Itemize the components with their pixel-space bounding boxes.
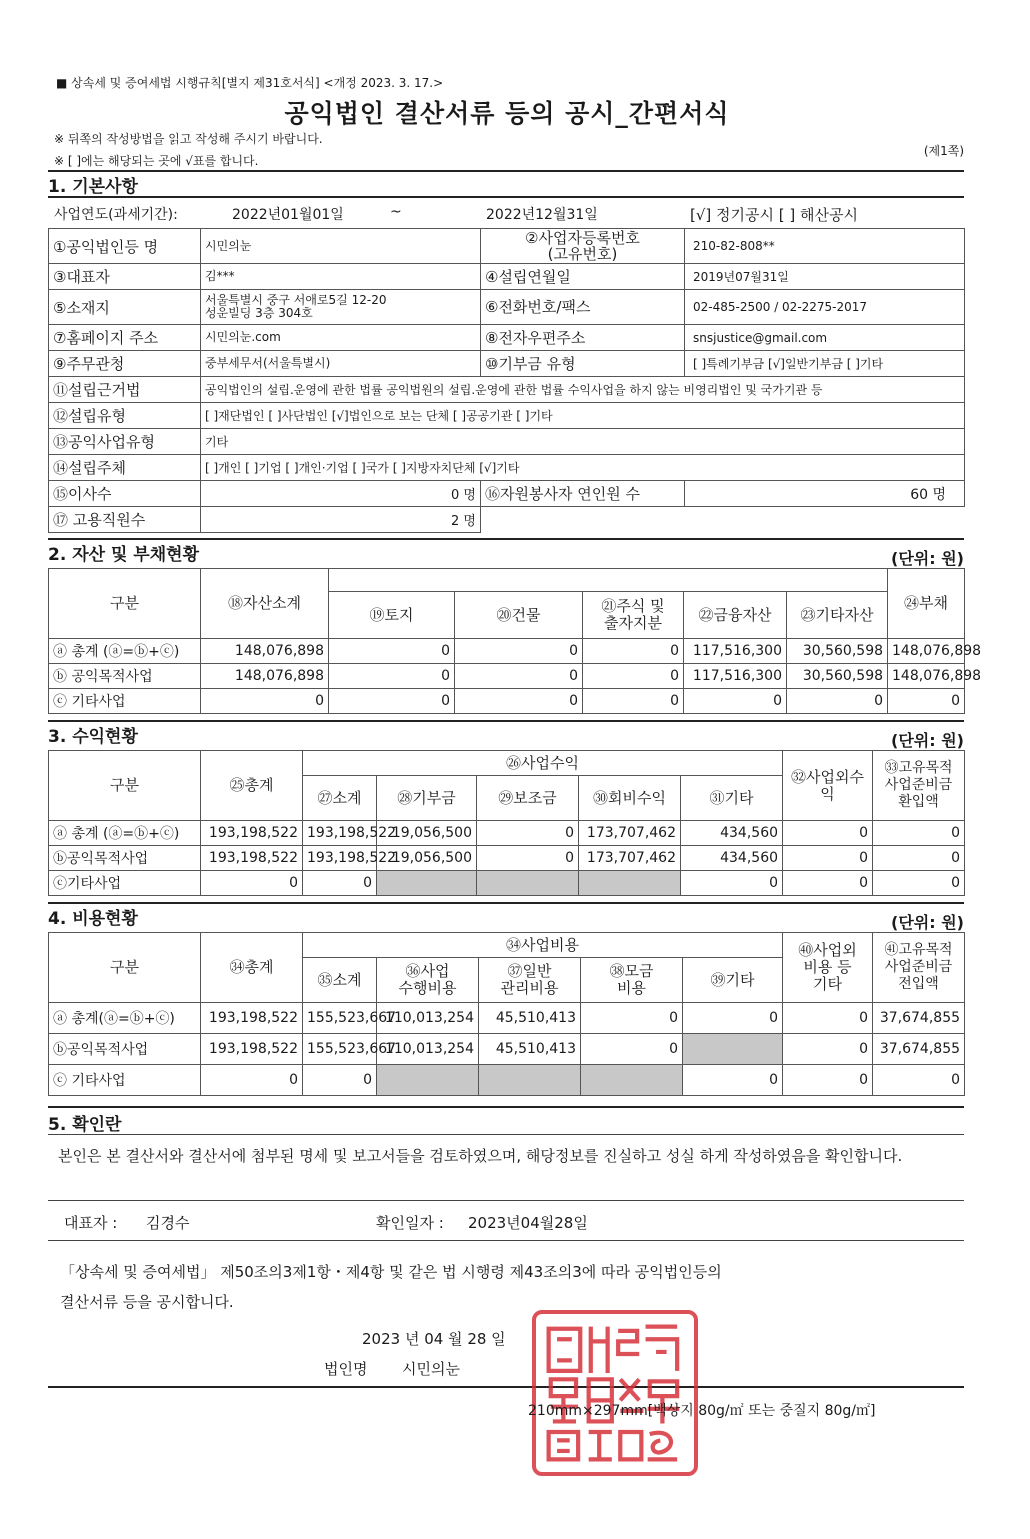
table-cell: 173,707,462 [579, 846, 681, 871]
table-cell: 0 [477, 821, 579, 846]
table-cell: 0 [201, 871, 303, 896]
col-header: ㉞총계 [201, 933, 303, 1003]
table-cell: 37,674,855 [873, 1034, 965, 1065]
table-cell: 30,560,598 [787, 664, 888, 689]
disclosure-type: [√] 정기공시 [ ] 해산공시 [690, 206, 858, 224]
section1-title: 1. 기본사항 [48, 177, 138, 197]
basic-row [49, 351, 965, 377]
basic-label: ⑤소재지 [49, 290, 201, 325]
table-row [49, 821, 965, 846]
col-header: ㊶고유목적 사업준비금 전입액 [873, 933, 965, 1003]
row-label: ⓐ 총계(ⓐ=ⓑ+ⓒ) [49, 1003, 201, 1034]
table-row [49, 639, 965, 664]
table-cell: 0 [783, 846, 873, 871]
table-cell: 117,516,300 [684, 664, 787, 689]
rep-name: 김경수 [146, 1214, 190, 1232]
expense-table [48, 932, 965, 1096]
page-number: (제1쪽) [923, 144, 964, 158]
table-cell: 0 [873, 871, 965, 896]
basic-label: ④설립연월일 [481, 264, 685, 290]
col-header-group: ㉞사업비용 [303, 933, 783, 958]
assets-table [48, 568, 982, 714]
table-cell: 19,056,500 [377, 846, 477, 871]
table-row [49, 871, 965, 896]
basic-label: ⑨주무관청 [49, 351, 201, 377]
table-cell: 0 [783, 1003, 873, 1034]
table-cell: 155,523,667 [303, 1003, 377, 1034]
basic-value: 시민의눈.com [201, 325, 481, 351]
basic-row [49, 325, 965, 351]
period-tilde: ~ [390, 204, 402, 220]
table-cell: 45,510,413 [479, 1003, 581, 1034]
table-cell: 0 [329, 664, 455, 689]
table-cell: 0 [455, 689, 583, 714]
table-cell: 0 [583, 664, 684, 689]
table-cell: 193,198,522 [201, 846, 303, 871]
table-row [49, 1065, 965, 1096]
table-cell: 148,076,898 [201, 664, 329, 689]
table-cell: 0 [683, 1065, 783, 1096]
basis-label: ⑪설립근거법 [49, 377, 201, 403]
type-value: [ ]재단법인 [ ]사단법인 [√]법인으로 보는 단체 [ ]공공기관 [ ]기타 [201, 403, 965, 429]
directors-value: 0 명 [201, 481, 481, 507]
volunteers-label: ⑯자원봉사자 연인원 수 [481, 481, 685, 507]
col-header: ㉛기타 [681, 776, 783, 821]
row-label: ⓐ 총계 (ⓐ=ⓑ+ⓒ) [49, 639, 201, 664]
table-cell: 0 [783, 871, 873, 896]
col-header: ㉟소계 [303, 958, 377, 1003]
table-cell: 19,056,500 [377, 821, 477, 846]
employees-value: 2 명 [201, 507, 481, 533]
table-cell: 193,198,522 [303, 846, 377, 871]
table-cell: 148,076,898 [201, 639, 329, 664]
col-header: ㊱사업 수행비용 [377, 958, 479, 1003]
col-header: ⑱자산소계 [201, 569, 329, 639]
form-title: 공익법인 결산서류 등의 공시_간편서식 [284, 99, 730, 128]
section2-title: 2. 자산 및 부채현황 [48, 545, 199, 565]
table-cell: 0 [581, 1003, 683, 1034]
row-label: ⓒ기타사업 [49, 871, 201, 896]
table-cell: 0 [888, 689, 965, 714]
directors-label: ⑮이사수 [49, 481, 201, 507]
row-label: ⓑ공익목적사업 [49, 846, 201, 871]
basis-value: 공익법인의 설립.운영에 관한 법률 공익법원의 설립.운영에 관한 법률 수익사업을 하지 않는 비영리법인 및 국가기관 등 [201, 377, 965, 403]
table-cell [581, 1065, 683, 1096]
col-header: ㉜사업외수익 [783, 751, 873, 821]
section3-unit: (단위: 원) [891, 731, 964, 750]
note-1: ※ 뒤쪽의 작성방법을 읽고 작성해 주시기 바랍니다. [54, 132, 323, 146]
basic-info-table [48, 228, 965, 533]
basic-label: ⑦홈페이지 주소 [49, 325, 201, 351]
section3-title: 3. 수익현황 [48, 727, 138, 747]
basic-row [49, 290, 965, 325]
table-cell: 0 [583, 639, 684, 664]
col-header: ㉒금융자산 [684, 592, 787, 639]
table-cell: 0 [201, 689, 329, 714]
row-label: ⓑ공익목적사업 [49, 1034, 201, 1065]
table-cell: 0 [303, 871, 377, 896]
corp-label: 법인명 [324, 1360, 368, 1378]
biz-value: 기타 [201, 429, 965, 455]
col-header: 구분 [49, 569, 201, 639]
col-header: ㊳모금 비용 [581, 958, 683, 1003]
table-cell: 117,516,300 [684, 639, 787, 664]
table-cell: 0 [683, 1003, 783, 1034]
regulation-line: ■ 상속세 및 증여세법 시행규칙[별지 제31호서식] <개정 2023. 3. 17.> [56, 76, 444, 90]
paper-spec: 210mm×297mm[백상지 80g/㎡ 또는 중질지 80g/㎡] [528, 1403, 876, 1419]
section4-title: 4. 비용현황 [48, 909, 138, 929]
table-row [49, 1003, 965, 1034]
row-label: ⓑ 공익목적사업 [49, 664, 201, 689]
table-cell [377, 871, 477, 896]
section2-unit: (단위: 원) [891, 549, 964, 568]
legal-date: 2023 년 04 월 28 일 [362, 1330, 506, 1348]
table-row [49, 846, 965, 871]
col-header: ⑲토지 [329, 592, 455, 639]
basic-label: ①공익법인등 명 [49, 229, 201, 264]
employees-label: ⑰ 고용직원수 [49, 507, 201, 533]
section5-title: 5. 확인란 [48, 1115, 122, 1135]
basic-label: ②사업자등록번호 (고유번호) [481, 229, 685, 264]
table-cell: 148,076,898 [888, 639, 965, 664]
legal-text-1: 「상속세 및 증여세법」 제50조의3제1항・제4항 및 같은 법 시행령 제43조의3에 따라 공익법인등의 [60, 1263, 722, 1281]
table-cell: 193,198,522 [201, 1034, 303, 1065]
basic-value: [ ]특례기부금 [√]일반기부금 [ ]기타 [685, 351, 965, 377]
table-cell: 0 [783, 1034, 873, 1065]
basic-value: 서울특별시 중구 서애로5길 12-20 성운빌딩 3층 304호 [201, 290, 481, 325]
basic-label: ⑧전자우편주소 [481, 325, 685, 351]
col-header: ㉗소계 [303, 776, 377, 821]
rep-label: 대표자 : [64, 1214, 118, 1232]
table-row [49, 689, 965, 714]
table-cell: 30,560,598 [787, 639, 888, 664]
table-cell: 0 [583, 689, 684, 714]
period-label: 사업연도(과세기간): [54, 207, 178, 223]
basic-row [49, 229, 965, 264]
table-cell: 0 [329, 639, 455, 664]
table-cell [479, 1065, 581, 1096]
col-header: ㉑주식 및 출자지분 [583, 592, 684, 639]
type-label: ⑫설립유형 [49, 403, 201, 429]
volunteers-value: 60 명 [685, 481, 965, 507]
basic-label: ⑩기부금 유형 [481, 351, 685, 377]
table-cell: 0 [201, 1065, 303, 1096]
basic-value: 2019년07월31일 [685, 264, 965, 290]
basic-row [49, 264, 965, 290]
table-cell: 45,510,413 [479, 1034, 581, 1065]
table-cell [377, 1065, 479, 1096]
confirm-statement: 본인은 본 결산서와 결산서에 첨부된 명세 및 보고서들을 검토하였으며, 해당정보를 진실하고 성실 하게 작성하였음을 확인합니다. [58, 1147, 903, 1165]
table-cell: 173,707,462 [579, 821, 681, 846]
table-cell: 0 [684, 689, 787, 714]
confirm-date-label: 확인일자 : [376, 1214, 444, 1232]
table-cell: 193,198,522 [303, 821, 377, 846]
founder-label: ⑭설립주체 [49, 455, 201, 481]
table-row [49, 1034, 965, 1065]
table-cell: 0 [581, 1034, 683, 1065]
col-header: 구분 [49, 751, 201, 821]
row-label: ⓒ 기타사업 [49, 689, 201, 714]
basic-label: ③대표자 [49, 264, 201, 290]
table-cell: 193,198,522 [201, 1003, 303, 1034]
table-cell: 0 [329, 689, 455, 714]
table-cell: 0 [681, 871, 783, 896]
table-cell: 0 [455, 664, 583, 689]
table-cell [683, 1034, 783, 1065]
table-cell: 0 [873, 1065, 965, 1096]
founder-value: [ ]개인 [ ]기업 [ ]개인·기업 [ ]국가 [ ]지방자치단체 [√]기타 [201, 455, 965, 481]
basic-value: 210-82-808** [685, 229, 965, 264]
revenue-table [48, 750, 965, 896]
col-header: ㉘기부금 [377, 776, 477, 821]
col-header-group [329, 569, 888, 592]
table-cell: 0 [783, 1065, 873, 1096]
biz-label: ⑬공익사업유형 [49, 429, 201, 455]
section4-unit: (단위: 원) [891, 913, 964, 932]
basic-label: ⑥전화번호/팩스 [481, 290, 685, 325]
basic-value: 시민의눈 [201, 229, 481, 264]
col-header: 구분 [49, 933, 201, 1003]
table-cell: 0 [303, 1065, 377, 1096]
period-from: 2022년01월01일 [232, 207, 344, 223]
col-header: ㉝고유목적 사업준비금 환입액 [873, 751, 965, 821]
legal-text-2: 결산서류 등을 공시합니다. [60, 1293, 234, 1311]
table-cell: 0 [455, 639, 583, 664]
table-cell: 0 [477, 846, 579, 871]
col-header: ㉕총계 [201, 751, 303, 821]
table-cell [579, 871, 681, 896]
table-cell: 110,013,254 [377, 1034, 479, 1065]
col-header-group: ㉖사업수익 [303, 751, 783, 776]
col-header: ㊵사업외 비용 등 기타 [783, 933, 873, 1003]
official-seal [532, 1310, 698, 1476]
table-cell: 434,560 [681, 821, 783, 846]
corp-name: 시민의눈 [402, 1360, 460, 1378]
table-cell: 110,013,254 [377, 1003, 479, 1034]
table-cell [477, 871, 579, 896]
col-header: ㉔부채 [888, 569, 965, 639]
basic-value: 김*** [201, 264, 481, 290]
table-cell: 0 [873, 846, 965, 871]
basic-value: 02-485-2500 / 02-2275-2017 [685, 290, 965, 325]
table-cell: 0 [787, 689, 888, 714]
table-cell: 0 [873, 821, 965, 846]
row-label: ⓐ 총계 (ⓐ=ⓑ+ⓒ) [49, 821, 201, 846]
row-label: ⓒ 기타사업 [49, 1065, 201, 1096]
table-cell: 434,560 [681, 846, 783, 871]
basic-value: snsjustice@gmail.com [685, 325, 965, 351]
table-cell: 155,523,667 [303, 1034, 377, 1065]
table-cell: 0 [783, 821, 873, 846]
table-cell: 148,076,898 [888, 664, 965, 689]
col-header: ㉚회비수익 [579, 776, 681, 821]
table-cell: 193,198,522 [201, 821, 303, 846]
table-row [49, 664, 965, 689]
confirm-date: 2023년04월28일 [468, 1214, 588, 1232]
col-header: ㉙보조금 [477, 776, 579, 821]
col-header: ⑳건물 [455, 592, 583, 639]
table-cell: 37,674,855 [873, 1003, 965, 1034]
col-header: ㊲일반 관리비용 [479, 958, 581, 1003]
basic-value: 중부세무서(서울특별시) [201, 351, 481, 377]
col-header: ㉓기타자산 [787, 592, 888, 639]
col-header: ㊴기타 [683, 958, 783, 1003]
note-2: ※ [ ]에는 해당되는 곳에 √표를 합니다. [54, 154, 259, 168]
period-to: 2022년12월31일 [486, 207, 598, 223]
